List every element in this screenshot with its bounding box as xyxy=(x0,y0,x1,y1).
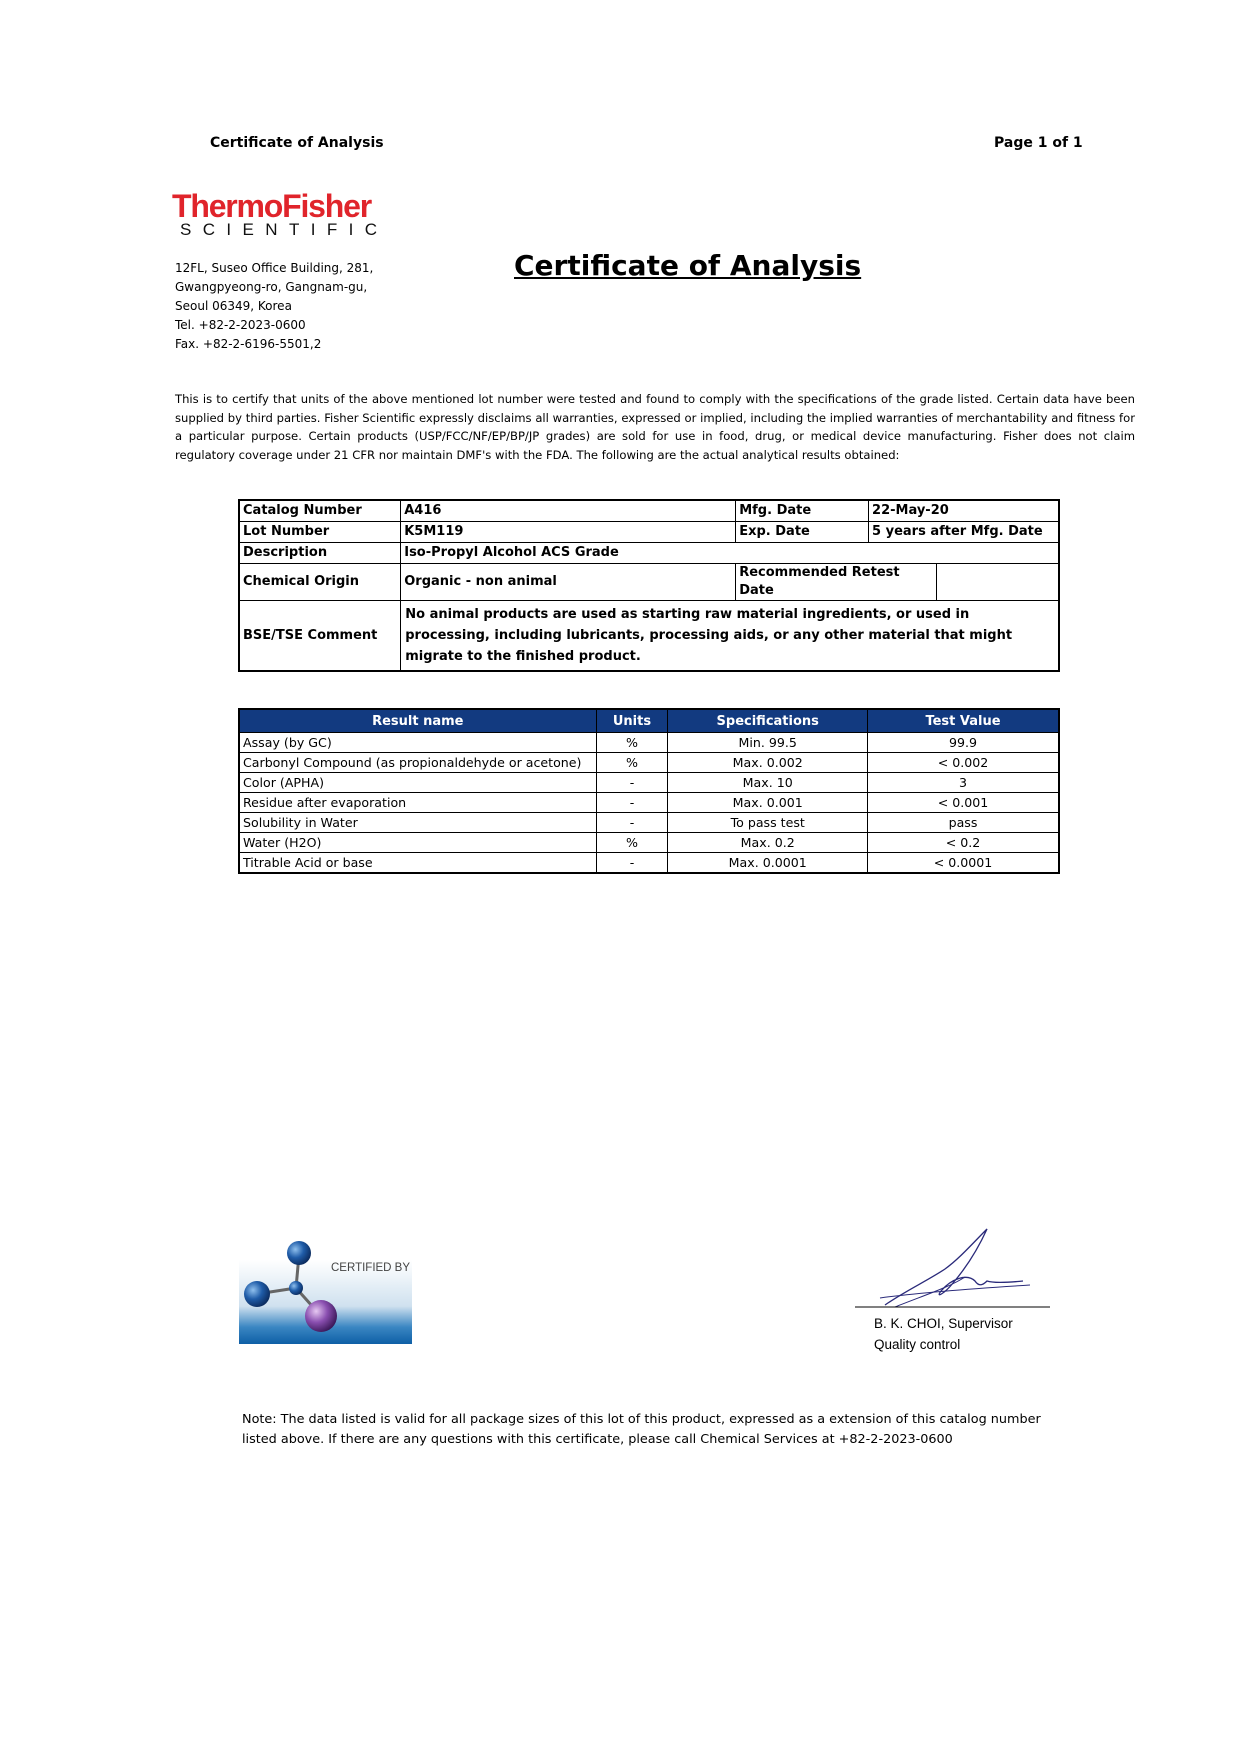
result-name: Water (H2O) xyxy=(239,833,596,853)
result-value: < 0.002 xyxy=(868,753,1059,773)
bse-label: BSE/TSE Comment xyxy=(239,601,401,672)
result-units: - xyxy=(596,853,668,874)
product-info-table xyxy=(238,499,1060,672)
mfg-date-value: 22-May-20 xyxy=(869,500,1059,522)
intro-paragraph: This is to certify that units of the above mentioned lot number were tested and found to comply with the specifications of the grade listed. Certain data have been supplied by third parties. Fisher Scientific expressly disclaims all warranties, expressed or implied, including the implied warranties of merchantability and fitness for a particular purpose. Certain products (USP/FCC/NF/EP/BP/JP grades) are sold for use in food, drug, or medical device manufacturing. Fisher does not claim regulatory coverage under 21 CFR nor maintain DMF's with the FDA. The following are the actual analytical results obtained: xyxy=(175,392,1135,462)
signature-icon xyxy=(855,1225,1055,1315)
mfg-date-label: Mfg. Date xyxy=(736,500,869,522)
origin-value: Organic - non animal xyxy=(401,564,736,601)
lot-value: K5M119 xyxy=(401,522,736,543)
retest-label: Recommended Retest Date xyxy=(736,564,937,601)
result-spec: Max. 0.2 xyxy=(668,833,868,853)
certified-by-badge xyxy=(239,1240,412,1344)
result-value: < 0.001 xyxy=(868,793,1059,813)
result-spec: Max. 0.001 xyxy=(668,793,868,813)
result-name: Solubility in Water xyxy=(239,813,596,833)
result-spec: Max. 10 xyxy=(668,773,868,793)
result-value: 99.9 xyxy=(868,733,1059,753)
molecule-icon xyxy=(239,1240,412,1344)
page-indicator: Page 1 of 1 xyxy=(994,135,1083,151)
company-logo xyxy=(172,190,388,239)
table-row xyxy=(239,753,1059,773)
company-address xyxy=(175,259,373,354)
address-line1: 12FL, Suseo Office Building, 281, xyxy=(175,261,374,275)
address-line3: Seoul 06349, Korea xyxy=(175,299,292,313)
results-table xyxy=(238,708,1060,874)
result-value: < 0.2 xyxy=(868,833,1059,853)
footer-note: Note: The data listed is valid for all package sizes of this lot of this product, expressed as a extension of this catalog number listed above. If there are any questions with this certificate, please call Chemical Services at +82-2-2023-0600 xyxy=(242,1412,1041,1447)
result-value: < 0.0001 xyxy=(868,853,1059,874)
origin-label: Chemical Origin xyxy=(239,564,401,601)
address-fax: Fax. +82-2-6196-5501,2 xyxy=(175,337,322,351)
col-units: Units xyxy=(596,709,668,733)
bse-value: No animal products are used as starting raw material ingredients, or used in processing, including lubricants, processing aids, or any other material that might migrate to the finished product. xyxy=(401,601,1059,672)
info-row-bse xyxy=(239,601,1059,672)
result-spec: Max. 0.002 xyxy=(668,753,868,773)
result-units: - xyxy=(596,773,668,793)
lot-label: Lot Number xyxy=(239,522,401,543)
info-row-catalog xyxy=(239,500,1059,522)
result-units: - xyxy=(596,793,668,813)
result-units: % xyxy=(596,733,668,753)
address-tel: Tel. +82-2-2023-0600 xyxy=(175,318,306,332)
exp-date-label: Exp. Date xyxy=(736,522,869,543)
certified-by-label: CERTIFIED BY xyxy=(331,1262,411,1274)
result-name: Carbonyl Compound (as propionaldehyde or acetone) xyxy=(239,753,596,773)
catalog-label: Catalog Number xyxy=(239,500,401,522)
signatory-name: B. K. CHOI, Supervisor xyxy=(874,1316,1013,1331)
header-doc-label: Certificate of Analysis xyxy=(210,135,384,151)
results-header-row xyxy=(239,709,1059,733)
result-spec: To pass test xyxy=(668,813,868,833)
description-label: Description xyxy=(239,543,401,564)
exp-date-value: 5 years after Mfg. Date xyxy=(869,522,1059,543)
signature-image xyxy=(855,1225,1055,1315)
result-value: 3 xyxy=(868,773,1059,793)
col-result-name: Result name xyxy=(239,709,596,733)
table-row xyxy=(239,733,1059,753)
catalog-value: A416 xyxy=(401,500,736,522)
result-name: Titrable Acid or base xyxy=(239,853,596,874)
signatory-block xyxy=(874,1313,1013,1355)
info-row-description xyxy=(239,543,1059,564)
table-row xyxy=(239,793,1059,813)
description-value: Iso-Propyl Alcohol ACS Grade xyxy=(401,543,1059,564)
table-row xyxy=(239,773,1059,793)
result-units: % xyxy=(596,833,668,853)
table-row xyxy=(239,853,1059,874)
info-row-origin xyxy=(239,564,1059,601)
address-line2: Gwangpyeong-ro, Gangnam-gu, xyxy=(175,280,368,294)
result-spec: Min. 99.5 xyxy=(668,733,868,753)
retest-value xyxy=(936,564,1059,601)
result-name: Color (APHA) xyxy=(239,773,596,793)
col-specifications: Specifications xyxy=(668,709,868,733)
col-test-value: Test Value xyxy=(868,709,1059,733)
info-row-lot xyxy=(239,522,1059,543)
result-units: % xyxy=(596,753,668,773)
result-name: Residue after evaporation xyxy=(239,793,596,813)
result-spec: Max. 0.0001 xyxy=(668,853,868,874)
logo-brand: ThermoFisher xyxy=(172,188,371,224)
signatory-dept: Quality control xyxy=(874,1337,961,1352)
logo-sub: SCIENTIFIC xyxy=(180,220,389,239)
result-name: Assay (by GC) xyxy=(239,733,596,753)
result-units: - xyxy=(596,813,668,833)
page-title: Certificate of Analysis xyxy=(514,249,862,282)
table-row xyxy=(239,833,1059,853)
result-value: pass xyxy=(868,813,1059,833)
table-row xyxy=(239,813,1059,833)
